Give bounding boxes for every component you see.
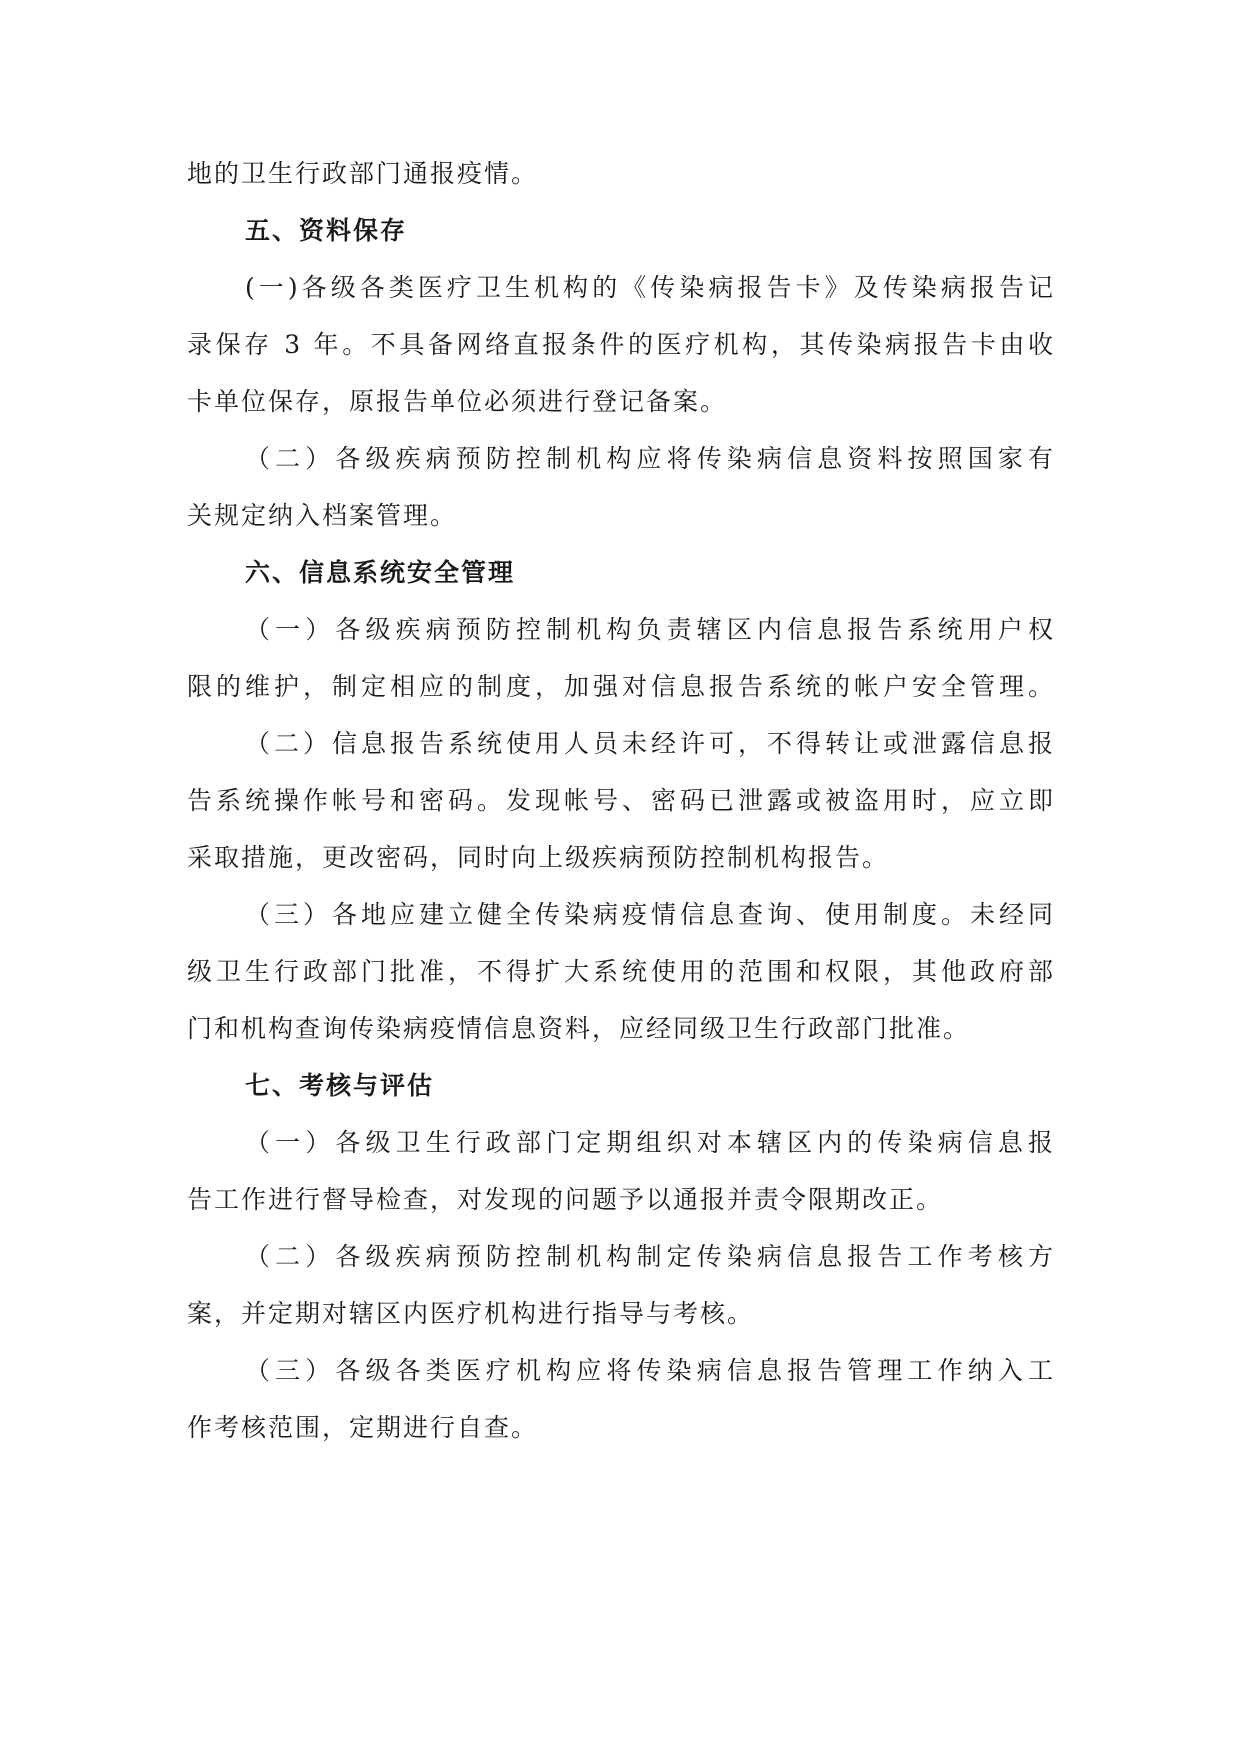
paragraph-line: 作考核范围，定期进行自查。 bbox=[187, 1413, 539, 1442]
paragraph-line: 关规定纳入档案管理。 bbox=[187, 501, 458, 530]
paragraph-line: 限的维护，制定相应的制度，加强对信息报告系统的帐户安全管理。 bbox=[187, 672, 1055, 701]
paragraph-line: 卡单位保存，原报告单位必须进行登记备案。 bbox=[187, 387, 728, 416]
paragraph-line: （二）各级疾病预防控制机构应将传染病信息资料按照国家有 bbox=[245, 444, 1055, 473]
section-heading-seven: 七、考核与评估 bbox=[245, 1071, 435, 1100]
paragraph-line: 案，并定期对辖区内医疗机构进行指导与考核。 bbox=[187, 1299, 755, 1328]
paragraph-line: （三）各地应建立健全传染病疫情信息查询、使用制度。未经同 bbox=[245, 900, 1055, 929]
paragraph-line: 门和机构查询传染病疫情信息资料，应经同级卫生行政部门批准。 bbox=[187, 1014, 971, 1043]
paragraph-line: （二）信息报告系统使用人员未经许可，不得转让或泄露信息报 bbox=[245, 729, 1055, 758]
paragraph-line: 告工作进行督导检查，对发现的问题予以通报并责令限期改正。 bbox=[187, 1185, 944, 1214]
paragraph-line: 告系统操作帐号和密码。发现帐号、密码已泄露或被盗用时，应立即 bbox=[187, 786, 1055, 815]
paragraph-line: （二）各级疾病预防控制机构制定传染病信息报告工作考核方 bbox=[245, 1242, 1055, 1271]
paragraph-line: 地的卫生行政部门通报疫情。 bbox=[187, 159, 539, 188]
section-heading-five: 五、资料保存 bbox=[245, 216, 408, 245]
paragraph-line: 采取措施，更改密码，同时向上级疾病预防控制机构报告。 bbox=[187, 843, 890, 872]
paragraph-line: （一）各级疾病预防控制机构负责辖区内信息报告系统用户权 bbox=[245, 615, 1055, 644]
paragraph-line: （一）各级卫生行政部门定期组织对本辖区内的传染病信息报 bbox=[245, 1128, 1055, 1157]
paragraph-line: （三）各级各类医疗机构应将传染病信息报告管理工作纳入工 bbox=[245, 1356, 1055, 1385]
section-heading-six: 六、信息系统安全管理 bbox=[245, 558, 516, 587]
paragraph-line: 录保存 3 年。不具备网络直报条件的医疗机构，其传染病报告卡由收 bbox=[187, 330, 1055, 359]
paragraph-line: 级卫生行政部门批准，不得扩大系统使用的范围和权限，其他政府部 bbox=[187, 957, 1055, 986]
paragraph-line: (一)各级各类医疗卫生机构的《传染病报告卡》及传染病报告记 bbox=[245, 273, 1055, 302]
document-body bbox=[187, 145, 1055, 1456]
